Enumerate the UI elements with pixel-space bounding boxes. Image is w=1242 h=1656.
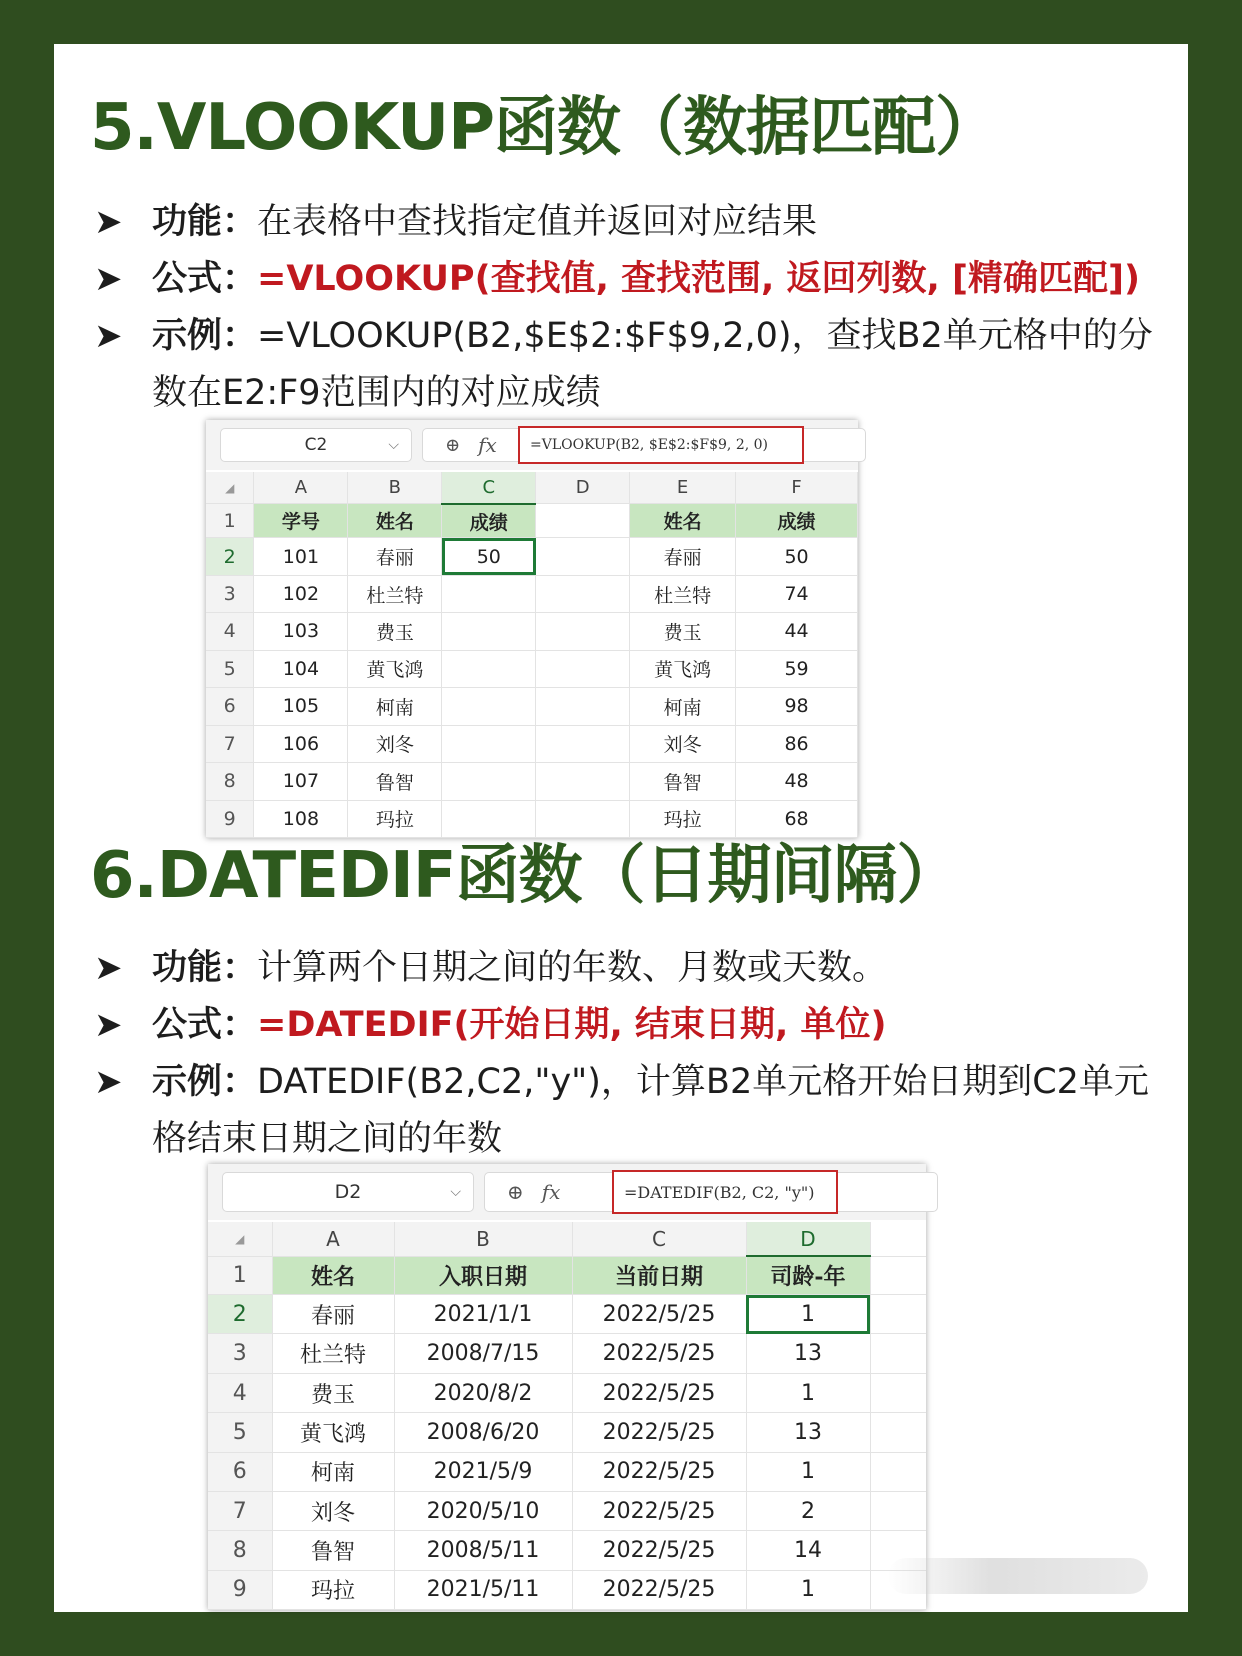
table-cell[interactable]: 101 xyxy=(254,538,348,575)
table-row xyxy=(206,763,858,800)
empty-cell xyxy=(870,1256,926,1294)
table-cell[interactable]: 玛拉 xyxy=(272,1570,394,1609)
active-cell[interactable]: 1 xyxy=(746,1295,870,1334)
empty-cell xyxy=(870,1413,926,1452)
row-header[interactable]: 6 xyxy=(208,1452,272,1491)
table-cell[interactable] xyxy=(536,688,630,725)
table-cell[interactable]: 2 xyxy=(746,1491,870,1530)
row-header[interactable]: 4 xyxy=(206,613,254,650)
table-cell[interactable]: 黄飞鸿 xyxy=(272,1413,394,1452)
arrow-icon: ➤ xyxy=(94,259,123,299)
table-cell[interactable]: 费玉 xyxy=(348,613,442,650)
table-cell[interactable]: 102 xyxy=(254,575,348,612)
table-cell[interactable]: 刘冬 xyxy=(272,1491,394,1530)
fx-icon[interactable]: fx xyxy=(478,433,497,457)
table-cell[interactable]: 2022/5/25 xyxy=(572,1334,746,1373)
table-cell[interactable]: 13 xyxy=(746,1413,870,1452)
column-header-f[interactable]: F xyxy=(736,472,858,504)
table-cell[interactable] xyxy=(536,650,630,687)
table-cell[interactable]: 50 xyxy=(736,538,858,575)
row-header[interactable]: 3 xyxy=(208,1334,272,1373)
table-cell[interactable]: 59 xyxy=(736,650,858,687)
formula-input[interactable]: =VLOOKUP(B2, $E$2:$F$9, 2, 0) xyxy=(518,426,804,464)
table-cell[interactable]: 44 xyxy=(736,613,858,650)
table-cell[interactable]: 鲁智 xyxy=(272,1531,394,1570)
table-cell[interactable]: 刘冬 xyxy=(348,725,442,762)
table-row xyxy=(206,650,858,687)
row-header[interactable]: 6 xyxy=(206,688,254,725)
bullet-formula xyxy=(94,997,1164,1054)
column-header-a[interactable]: A xyxy=(272,1222,394,1256)
table-cell[interactable]: 费玉 xyxy=(272,1373,394,1412)
arrow-icon: ➤ xyxy=(94,202,123,242)
column-header-c[interactable]: C xyxy=(442,472,536,504)
corner-cell[interactable]: ◢ xyxy=(206,472,254,504)
table-cell[interactable]: 103 xyxy=(254,613,348,650)
row-header[interactable]: 2 xyxy=(206,538,254,575)
table-cell[interactable]: 黄飞鸿 xyxy=(348,650,442,687)
empty-column xyxy=(870,1222,926,1256)
cell-reference: C2 xyxy=(304,435,328,455)
row-header[interactable]: 8 xyxy=(206,763,254,800)
column-header-c[interactable]: C xyxy=(572,1222,746,1256)
table-cell[interactable]: 48 xyxy=(736,763,858,800)
name-box[interactable] xyxy=(220,428,412,462)
row-header[interactable]: 1 xyxy=(208,1256,272,1294)
zoom-icon[interactable]: ⊕ xyxy=(507,1180,524,1204)
table-row xyxy=(206,538,858,575)
spreadsheet-vlookup xyxy=(206,420,858,838)
column-header-d[interactable]: D xyxy=(746,1222,870,1256)
row-header[interactable]: 4 xyxy=(208,1373,272,1412)
formula-input[interactable]: =DATEDIF(B2, C2, "y") xyxy=(612,1170,838,1214)
table-cell[interactable]: 74 xyxy=(736,575,858,612)
example-label: 示例： xyxy=(152,1062,258,1102)
table-cell[interactable]: 姓名 xyxy=(630,504,736,538)
row-header[interactable]: 5 xyxy=(206,650,254,687)
table-cell[interactable]: 2021/5/9 xyxy=(394,1452,572,1491)
table-row xyxy=(208,1491,926,1530)
arrow-icon: ➤ xyxy=(94,316,123,356)
example-text: =VLOOKUP(B2,$E$2:$F$9,2,0)，查找B2单元格中的分数在E2:F9范围内的对应成绩 xyxy=(152,316,1153,413)
empty-cell xyxy=(870,1373,926,1412)
function-text: 计算两个日期之间的年数、月数或天数。 xyxy=(257,948,888,988)
table-cell[interactable]: 86 xyxy=(736,725,858,762)
empty-cell xyxy=(870,1491,926,1530)
section-title-datedif: 6.DATEDIF函数（日期间隔） xyxy=(90,839,960,913)
table-cell[interactable]: 2021/1/1 xyxy=(394,1295,572,1334)
spreadsheet-datedif xyxy=(208,1164,926,1610)
column-header-a[interactable]: A xyxy=(254,472,348,504)
grid-vlookup xyxy=(206,472,858,838)
table-row xyxy=(206,504,858,538)
table-row xyxy=(206,613,858,650)
row-header[interactable]: 5 xyxy=(208,1413,272,1452)
example-label: 示例： xyxy=(152,316,258,356)
table-cell[interactable]: 入职日期 xyxy=(394,1256,572,1294)
table-cell[interactable]: 105 xyxy=(254,688,348,725)
arrow-icon: ➤ xyxy=(94,1005,123,1045)
table-row xyxy=(208,1256,926,1294)
row-header[interactable]: 8 xyxy=(208,1531,272,1570)
table-cell[interactable]: 2020/8/2 xyxy=(394,1373,572,1412)
table-cell[interactable] xyxy=(442,650,536,687)
column-header-b[interactable]: B xyxy=(348,472,442,504)
formula-text: =DATEDIF(开始日期, 结束日期, 单位) xyxy=(257,1005,887,1045)
empty-cell xyxy=(870,1295,926,1334)
table-cell[interactable]: 费玉 xyxy=(630,613,736,650)
table-cell[interactable]: 1 xyxy=(746,1373,870,1412)
table-row xyxy=(206,688,858,725)
table-cell[interactable]: 姓名 xyxy=(348,504,442,538)
table-cell[interactable]: 106 xyxy=(254,725,348,762)
table-cell[interactable]: 黄飞鸿 xyxy=(630,650,736,687)
table-cell[interactable]: 107 xyxy=(254,763,348,800)
section-title-vlookup: 5.VLOOKUP函数（数据匹配） xyxy=(90,91,999,165)
table-cell[interactable] xyxy=(442,613,536,650)
table-cell[interactable]: 杜兰特 xyxy=(630,575,736,612)
corner-cell[interactable]: ◢ xyxy=(208,1222,272,1256)
table-cell[interactable]: 杜兰特 xyxy=(272,1334,394,1373)
table-cell[interactable]: 柯南 xyxy=(348,688,442,725)
table-cell[interactable]: 14 xyxy=(746,1531,870,1570)
table-cell[interactable]: 柯南 xyxy=(630,688,736,725)
row-header[interactable]: 3 xyxy=(206,575,254,612)
table-cell[interactable]: 姓名 xyxy=(272,1256,394,1294)
bullet-function xyxy=(94,194,1164,251)
table-cell[interactable]: 玛拉 xyxy=(348,800,442,838)
row-header[interactable]: 7 xyxy=(206,725,254,762)
table-cell[interactable]: 68 xyxy=(736,800,858,838)
function-label: 功能： xyxy=(152,202,258,242)
column-header-d[interactable]: D xyxy=(536,472,630,504)
column-header-e[interactable]: E xyxy=(630,472,736,504)
zoom-icon[interactable]: ⊕ xyxy=(445,434,461,456)
page xyxy=(54,44,1188,1612)
table-cell[interactable] xyxy=(536,538,630,575)
table-cell[interactable]: 2022/5/25 xyxy=(572,1491,746,1530)
table-cell[interactable]: 98 xyxy=(736,688,858,725)
table-cell[interactable]: 成绩 xyxy=(736,504,858,538)
fx-icon[interactable]: fx xyxy=(541,1180,561,1204)
table-cell[interactable]: 鲁智 xyxy=(348,763,442,800)
row-header[interactable]: 2 xyxy=(208,1295,272,1334)
table-cell[interactable]: 2022/5/25 xyxy=(572,1531,746,1570)
function-text: 在表格中查找指定值并返回对应结果 xyxy=(257,202,818,242)
table-cell[interactable]: 柯南 xyxy=(272,1452,394,1491)
example-text: DATEDIF(B2,C2,"y")，计算B2单元格开始日期到C2单元格结束日期之间的年数 xyxy=(152,1062,1149,1159)
table-cell[interactable] xyxy=(536,575,630,612)
cell-reference: D2 xyxy=(334,1181,362,1203)
formula-text: =VLOOKUP(查找值, 查找范围, 返回列数, [精确匹配]) xyxy=(257,259,1140,299)
table-cell[interactable] xyxy=(442,763,536,800)
row-header[interactable]: 1 xyxy=(206,504,254,538)
table-cell[interactable]: 108 xyxy=(254,800,348,838)
table-row xyxy=(208,1295,926,1334)
table-row xyxy=(208,1452,926,1491)
table-cell[interactable]: 学号 xyxy=(254,504,348,538)
datedif-bullets xyxy=(94,940,1164,1168)
active-cell[interactable]: 50 xyxy=(442,538,536,575)
empty-cell xyxy=(870,1334,926,1373)
arrow-icon: ➤ xyxy=(94,1062,123,1102)
table-cell[interactable]: 2008/5/11 xyxy=(394,1531,572,1570)
table-row xyxy=(206,725,858,762)
table-cell[interactable]: 104 xyxy=(254,650,348,687)
table-cell[interactable]: 刘冬 xyxy=(630,725,736,762)
table-cell[interactable]: 2022/5/25 xyxy=(572,1295,746,1334)
table-cell[interactable]: 2008/7/15 xyxy=(394,1334,572,1373)
formula-label: 公式： xyxy=(152,259,258,299)
table-cell[interactable]: 玛拉 xyxy=(630,800,736,838)
table-cell[interactable]: 2022/5/25 xyxy=(572,1413,746,1452)
grid-datedif xyxy=(208,1222,926,1610)
formula-label: 公式： xyxy=(152,1005,258,1045)
column-header-b[interactable]: B xyxy=(394,1222,572,1256)
chevron-down-icon: ⌵ xyxy=(388,437,399,453)
table-cell[interactable] xyxy=(442,575,536,612)
table-cell[interactable]: 13 xyxy=(746,1334,870,1373)
name-box[interactable] xyxy=(222,1172,474,1212)
arrow-icon: ➤ xyxy=(94,948,123,988)
bullet-example xyxy=(94,308,1164,422)
table-cell[interactable]: 春丽 xyxy=(630,538,736,575)
table-cell[interactable]: 1 xyxy=(746,1452,870,1491)
table-cell[interactable]: 1 xyxy=(746,1570,870,1609)
table-cell[interactable]: 2020/5/10 xyxy=(394,1491,572,1530)
bullet-function xyxy=(94,940,1164,997)
table-cell[interactable]: 杜兰特 xyxy=(348,575,442,612)
table-cell[interactable]: 成绩 xyxy=(442,504,536,538)
table-row xyxy=(208,1334,926,1373)
row-header[interactable]: 9 xyxy=(208,1570,272,1609)
row-header[interactable]: 9 xyxy=(206,800,254,838)
table-cell[interactable]: 春丽 xyxy=(272,1295,394,1334)
formula-toolbar xyxy=(208,1164,926,1220)
table-cell[interactable]: 2021/5/11 xyxy=(394,1570,572,1609)
table-cell[interactable]: 2008/6/20 xyxy=(394,1413,572,1452)
table-row xyxy=(208,1531,926,1570)
table-cell[interactable] xyxy=(442,725,536,762)
table-cell[interactable] xyxy=(442,688,536,725)
table-cell[interactable] xyxy=(536,763,630,800)
table-cell[interactable]: 2022/5/25 xyxy=(572,1373,746,1412)
table-cell[interactable]: 当前日期 xyxy=(572,1256,746,1294)
watermark xyxy=(888,1558,1148,1594)
table-cell[interactable]: 鲁智 xyxy=(630,763,736,800)
table-cell[interactable] xyxy=(536,725,630,762)
formula-toolbar xyxy=(206,420,858,470)
table-row xyxy=(206,575,858,612)
bullet-example xyxy=(94,1054,1164,1168)
table-cell[interactable]: 司龄-年 xyxy=(746,1256,870,1294)
row-header[interactable]: 7 xyxy=(208,1491,272,1530)
table-cell[interactable] xyxy=(536,504,630,538)
function-label: 功能： xyxy=(152,948,258,988)
bullet-formula xyxy=(94,251,1164,308)
table-cell[interactable] xyxy=(536,613,630,650)
table-row xyxy=(208,1373,926,1412)
chevron-down-icon: ⌵ xyxy=(450,1184,461,1200)
table-row xyxy=(208,1570,926,1609)
vlookup-bullets xyxy=(94,194,1164,422)
table-cell[interactable]: 2022/5/25 xyxy=(572,1570,746,1609)
table-cell[interactable]: 2022/5/25 xyxy=(572,1452,746,1491)
table-cell[interactable]: 春丽 xyxy=(348,538,442,575)
table-row xyxy=(208,1413,926,1452)
empty-cell xyxy=(870,1452,926,1491)
